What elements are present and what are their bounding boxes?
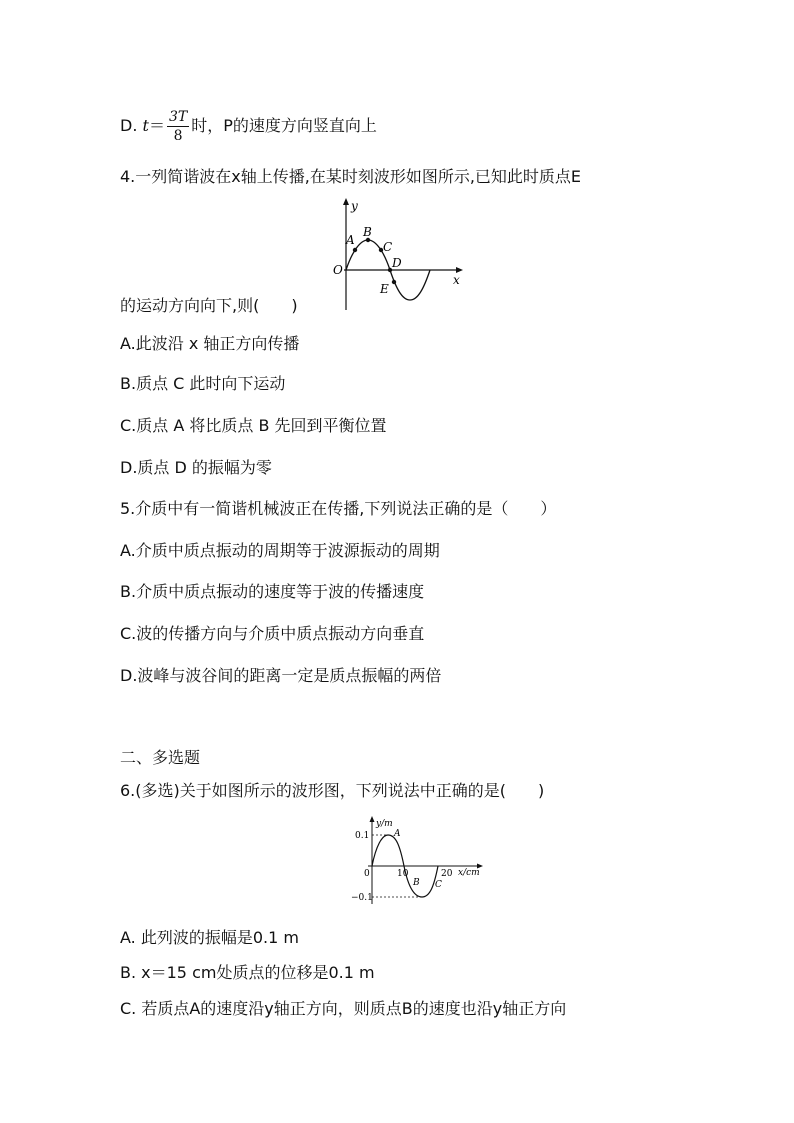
q6-x-label: x/cm bbox=[458, 868, 480, 878]
q4-point-c-label: C bbox=[383, 240, 393, 254]
q6-wave-figure bbox=[350, 814, 490, 906]
q5-stem: 5.介质中有一简谐机械波正在传播,下列说法正确的是（ ） bbox=[120, 499, 557, 518]
fraction-denominator: 8 bbox=[173, 128, 183, 144]
q4-origin-label: O bbox=[333, 263, 343, 277]
q4-option-b: B.质点 C 此时向下运动 bbox=[120, 374, 286, 393]
q6-stem: 6.(多选)关于如图所示的波形图，下列说法中正确的是( ) bbox=[120, 781, 545, 800]
q4-point-e-label: E bbox=[380, 282, 389, 296]
q5-option-a: A.介质中质点振动的周期等于波源振动的周期 bbox=[120, 541, 440, 560]
q6-tick-20: 20 bbox=[441, 869, 453, 879]
q5-option-b: B.介质中质点振动的速度等于波的传播速度 bbox=[120, 582, 425, 601]
q5-option-d: D.波峰与波谷间的距离一定是质点振幅的两倍 bbox=[120, 666, 442, 685]
q4-point-a-dot bbox=[353, 248, 357, 252]
q6-tick-10: 10 bbox=[397, 869, 409, 879]
q5-option-c: C.波的传播方向与介质中质点振动方向垂直 bbox=[120, 624, 425, 643]
q4-point-d-label: D bbox=[392, 256, 402, 270]
q6-option-c: C. 若质点A的速度沿y轴正方向，则质点B的速度也沿y轴正方向 bbox=[120, 999, 567, 1018]
q4-x-label: x bbox=[453, 273, 460, 287]
q4-point-b-label: B bbox=[363, 225, 372, 239]
q6-point-c-label: C bbox=[435, 880, 442, 890]
q4-wave-figure bbox=[330, 196, 470, 312]
q6-point-b-label: B bbox=[413, 878, 420, 888]
q3-option-d-var-t: t bbox=[142, 116, 149, 135]
q6-option-b: B. x＝15 cm处质点的位移是0.1 m bbox=[120, 963, 375, 982]
q3-option-d-equals: ＝ bbox=[148, 116, 165, 135]
q6-tick-neg: −0.1 bbox=[351, 893, 373, 903]
q4-y-arrow bbox=[343, 198, 349, 205]
q6-tick-pos: 0.1 bbox=[355, 831, 370, 841]
q3-option-d bbox=[120, 108, 377, 145]
q6-y-arrow bbox=[370, 816, 375, 822]
section-title-multiple-choice: 二、多选题 bbox=[120, 748, 201, 767]
q6-y-label: y/m bbox=[376, 819, 393, 829]
q4-y-label: y bbox=[351, 199, 358, 213]
q4-stem-line1: 4.一列简谐波在x轴上传播,在某时刻波形如图所示,已知此时质点E bbox=[120, 167, 582, 186]
q4-option-a: A.此波沿 x 轴正方向传播 bbox=[120, 334, 300, 353]
q4-point-a-label: A bbox=[346, 233, 355, 247]
q4-point-e-dot bbox=[392, 280, 396, 284]
q4-option-d: D.质点 D 的振幅为零 bbox=[120, 458, 272, 477]
q3-option-d-text: 时，P的速度方向竖直向上 bbox=[191, 116, 377, 135]
q6-option-a: A. 此列波的振幅是0.1 m bbox=[120, 928, 299, 947]
q6-point-a-label: A bbox=[394, 829, 401, 839]
q3-option-d-prefix: D. bbox=[120, 116, 143, 135]
q6-origin-label: 0 bbox=[364, 869, 370, 879]
q4-option-c: C.质点 A 将比质点 B 先回到平衡位置 bbox=[120, 416, 387, 435]
q3-option-d-fraction bbox=[167, 108, 189, 145]
q4-stem-line2: 的运动方向向下,则( ) bbox=[120, 296, 298, 315]
fraction-numerator: 3T bbox=[168, 109, 188, 125]
